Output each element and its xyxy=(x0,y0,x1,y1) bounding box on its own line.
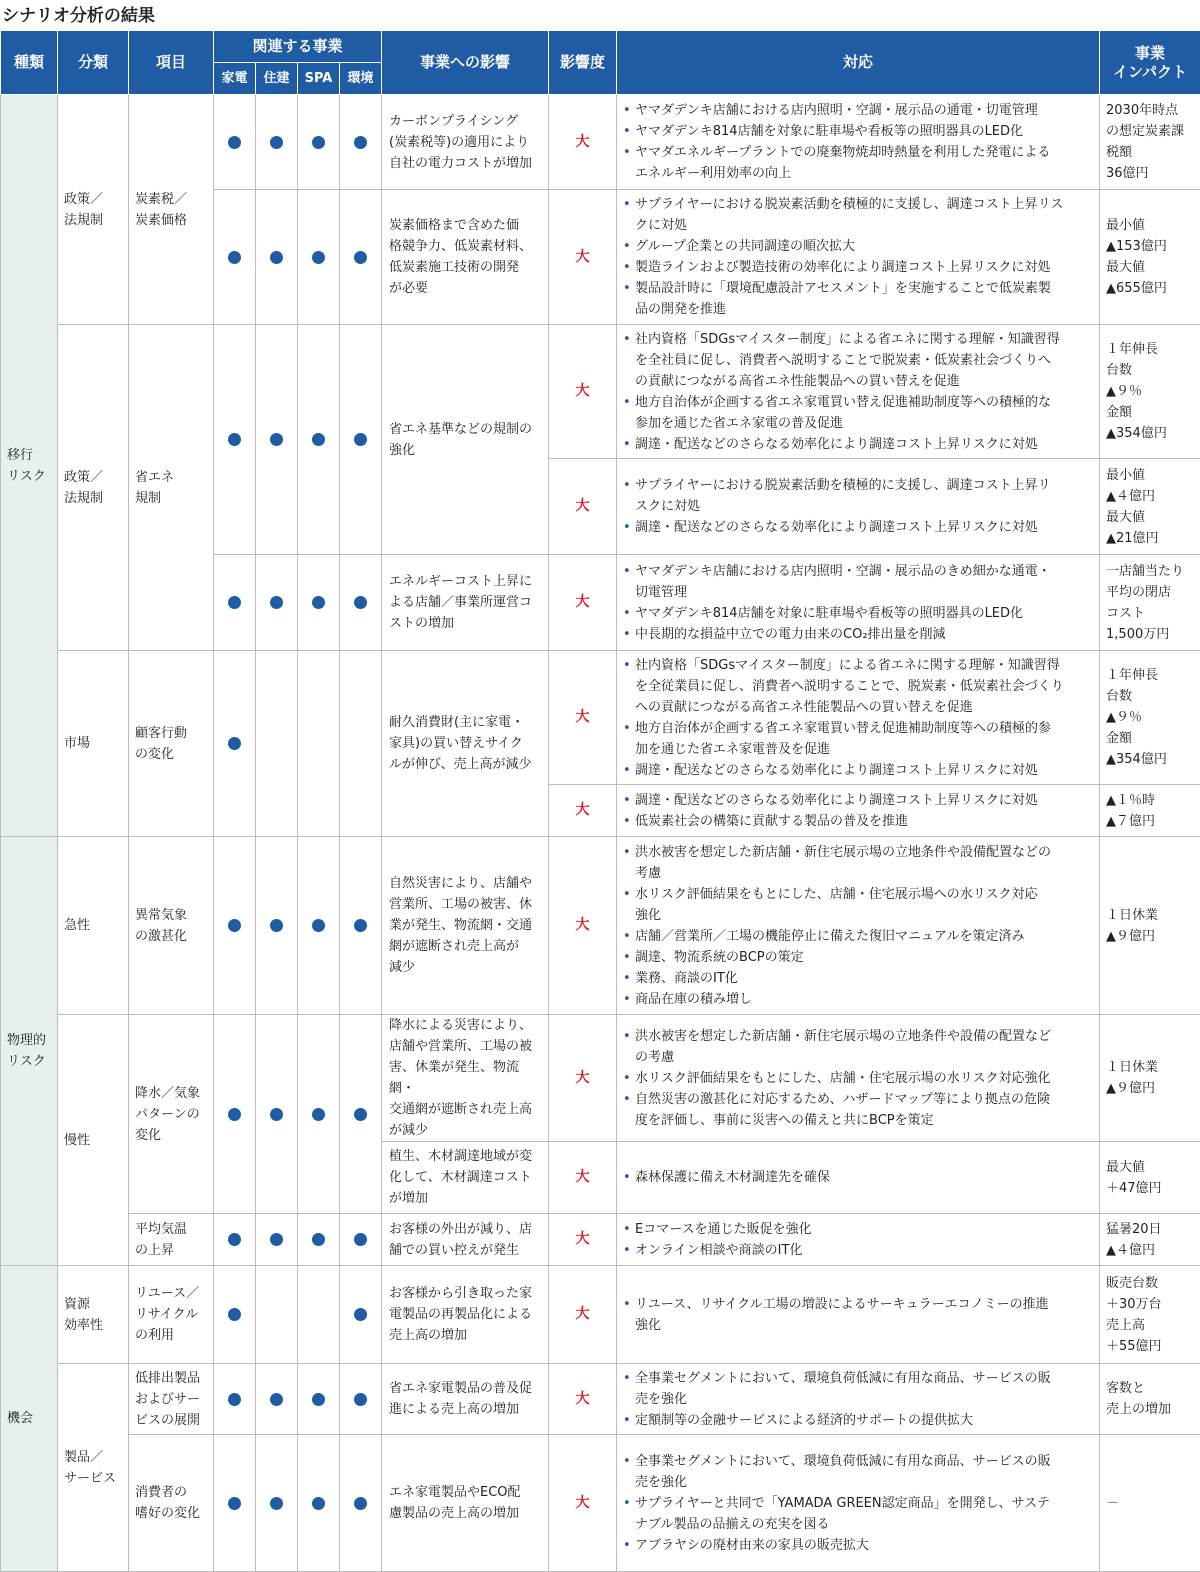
class-policy: 政策／ 法規制 xyxy=(58,325,129,651)
dot-juken xyxy=(256,555,298,651)
dot-kaden xyxy=(214,837,256,1015)
response-item: • サプライヤーにおける脱炭素活動を積極的に支援し、調達コスト上昇リ スクに対処 xyxy=(623,475,1095,517)
impact-text: 耐久消費財(主に家電・ 家具)の買い替えサイク ルが伸び、売上高が減少 xyxy=(382,651,549,837)
dot-spa xyxy=(298,555,340,651)
response-item: • 中長期的な損益中立での電力由来のCO₂排出量を削減 xyxy=(623,624,1095,645)
business-impact: 一店舗当たり 平均の閉店 コスト 1,500万円 xyxy=(1100,555,1200,651)
degree-badge: 大 xyxy=(549,1266,617,1364)
response-item: • ヤマダエネルギープラントでの廃棄物焼却時熱量を利用した発電による エネルギー利用効率の向上 xyxy=(623,142,1095,184)
item-consumer-preference: 消費者の 嗜好の変化 xyxy=(129,1435,214,1572)
response-item: • 業務、商談のIT化 xyxy=(623,968,1095,989)
business-impact: 販売台数 ＋30万台 売上高 ＋55億円 xyxy=(1100,1266,1200,1364)
table-row xyxy=(1,1214,1200,1266)
impact-text: 省エネ基準などの規制の 強化 xyxy=(382,325,549,555)
business-impact: 最小値 ▲４億円 最大値 ▲21億円 xyxy=(1100,459,1200,555)
response-item: • 水リスク評価結果をもとにした、店舗・住宅展示場の水リスク対応強化 xyxy=(623,1068,1095,1089)
header-class: 分類 xyxy=(58,31,129,95)
dot-kaden xyxy=(214,325,256,555)
response-item: • 全事業セグメントにおいて、環境負荷低減に有用な商品、サービスの販 売を強化 xyxy=(623,1451,1095,1493)
response-list xyxy=(617,785,1100,837)
dot-kaden xyxy=(214,1266,256,1364)
dot-spa-empty xyxy=(298,1266,340,1364)
dot-kaden xyxy=(214,190,256,325)
item-reuse-recycle: リユース／ リサイクル の利用 xyxy=(129,1266,214,1364)
dot-spa xyxy=(298,837,340,1015)
dot-kankyo xyxy=(340,555,382,651)
response-list xyxy=(617,1266,1100,1364)
response-item: • リユース、リサイクル工場の増設によるサーキュラーエコノミーの推進 強化 xyxy=(623,1294,1095,1336)
dot-spa-empty xyxy=(298,651,340,837)
degree-badge: 大 xyxy=(549,1435,617,1572)
response-item: • 調達・配送などのさらなる効率化により調達コスト上昇リスクに対処 xyxy=(623,760,1095,781)
category-physical-risk: 物理的 リスク xyxy=(1,837,58,1266)
item-precipitation: 降水／気象 パターンの 変化 xyxy=(129,1015,214,1214)
dot-juken xyxy=(256,325,298,555)
dot-spa xyxy=(298,1364,340,1435)
header-type: 種類 xyxy=(1,31,58,95)
response-list xyxy=(617,459,1100,555)
header-biz-juken: 住建 xyxy=(256,63,298,95)
degree-badge: 大 xyxy=(549,837,617,1015)
response-item: • 調達・配送などのさらなる効率化により調達コスト上昇リスクに対処 xyxy=(623,790,1095,811)
response-list xyxy=(617,1214,1100,1266)
response-item: • 製造ラインおよび製造技術の効率化により調達コスト上昇リスクに対処 xyxy=(623,257,1095,278)
impact-text: 降水による災害により、 店舗や営業所、工場の被 害、休業が発生、物流網・ 交通網が遮断され売上高 が減少 xyxy=(382,1015,549,1142)
response-item: • 社内資格「SDGsマイスター制度」による省エネに関する理解・知識習得 を全従業員に促し、消費者へ説明することで、脱炭素・低炭素社会づくり への貢献につながる高省エネ性能製品への買い替えを促進 xyxy=(623,655,1095,718)
table-row xyxy=(1,1364,1200,1435)
degree-badge: 大 xyxy=(549,190,617,325)
header-item: 項目 xyxy=(129,31,214,95)
response-item: • 調達・配送などのさらなる効率化により調達コスト上昇リスクに対処 xyxy=(623,434,1095,455)
response-item: • 定額制等の金融サービスによる経済的サポートの提供拡大 xyxy=(623,1410,1095,1431)
response-item: • 低炭素社会の構築に貢献する製品の普及を推進 xyxy=(623,811,1095,832)
response-list xyxy=(617,555,1100,651)
dot-juken xyxy=(256,1364,298,1435)
table-row xyxy=(1,1266,1200,1364)
item-low-emission: 低排出製品 およびサー ビスの展開 xyxy=(129,1364,214,1435)
dot-kaden xyxy=(214,95,256,190)
business-impact: 最小値 ▲153億円 最大値 ▲655億円 xyxy=(1100,190,1200,325)
dot-spa xyxy=(298,190,340,325)
dot-kankyo xyxy=(340,1435,382,1572)
business-impact: １年伸長 台数 ▲９％ 金額 ▲354億円 xyxy=(1100,651,1200,785)
business-impact: １日休業 ▲９億円 xyxy=(1100,1015,1200,1142)
dot-juken-empty xyxy=(256,651,298,837)
item-energy-regulation: 省エネ 規制 xyxy=(129,325,214,651)
item-temperature: 平均気温 の上昇 xyxy=(129,1214,214,1266)
item-carbon-tax: 炭素税／ 炭素価格 xyxy=(129,95,214,325)
dot-spa xyxy=(298,95,340,190)
dot-kankyo xyxy=(340,325,382,555)
response-item: • ヤマダデンキ店舗における店内照明・空調・展示品の通電・切電管理 xyxy=(623,100,1095,121)
dot-spa xyxy=(298,1015,340,1214)
response-item: • 社内資格「SDGsマイスター制度」による省エネに関する理解・知識習得 を全社員に促し、消費者へ説明することで脱炭素・低炭素社会づくりへ の貢献につながる高省エネ性能製品への買い替えを促進 xyxy=(623,329,1095,392)
response-list xyxy=(617,1364,1100,1435)
header-biz-kankyo: 環境 xyxy=(340,63,382,95)
degree-badge: 大 xyxy=(549,1015,617,1142)
category-transition-risk: 移行 リスク xyxy=(1,95,58,837)
dot-juken xyxy=(256,837,298,1015)
header-biz-kaden: 家電 xyxy=(214,63,256,95)
degree-badge: 大 xyxy=(549,1214,617,1266)
dot-kaden xyxy=(214,651,256,837)
response-list xyxy=(617,325,1100,459)
class-acute: 急性 xyxy=(58,837,129,1015)
dot-kankyo xyxy=(340,190,382,325)
dot-kaden xyxy=(214,1214,256,1266)
item-extreme-weather: 異常気象 の激甚化 xyxy=(129,837,214,1015)
response-item: • グループ企業との共同調達の順次拡大 xyxy=(623,236,1095,257)
response-list xyxy=(617,1015,1100,1142)
dot-juken xyxy=(256,1015,298,1214)
dot-kaden xyxy=(214,1015,256,1214)
response-item: • 製品設計時に「環境配慮設計アセスメント」を実施することで低炭素製 品の開発を推進 xyxy=(623,278,1095,320)
impact-text: 植生、木材調達地域が変 化して、木材調達コスト が増加 xyxy=(382,1142,549,1214)
degree-badge: 大 xyxy=(549,325,617,459)
business-impact: 猛暑20日 ▲４億円 xyxy=(1100,1214,1200,1266)
table-row xyxy=(1,1435,1200,1572)
response-item: • 洪水被害を想定した新店舗・新住宅展示場の立地条件や設備配置などの 考慮 xyxy=(623,842,1095,884)
dot-kaden xyxy=(214,555,256,651)
dot-kankyo xyxy=(340,95,382,190)
response-item: • ヤマダデンキ814店舗を対象に駐車場や看板等の照明器具のLED化 xyxy=(623,603,1095,624)
dot-juken-empty xyxy=(256,1266,298,1364)
response-list xyxy=(617,1435,1100,1572)
response-list xyxy=(617,1142,1100,1214)
dot-spa xyxy=(298,1214,340,1266)
item-customer-behavior: 顧客行動 の変化 xyxy=(129,651,214,837)
impact-text: お客様の外出が減り、店 舗での買い控えが発生 xyxy=(382,1214,549,1266)
page-title: シナリオ分析の結果 xyxy=(2,4,155,28)
response-item: • 商品在庫の積み増し xyxy=(623,989,1095,1010)
scenario-analysis-table xyxy=(0,30,1200,1572)
business-impact: ▲１％時 ▲７億円 xyxy=(1100,785,1200,837)
degree-badge: 大 xyxy=(549,1364,617,1435)
response-item: • アブラヤシの廃材由来の家具の販売拡大 xyxy=(623,1535,1095,1556)
response-item: • 全事業セグメントにおいて、環境負荷低減に有用な商品、サービスの販 売を強化 xyxy=(623,1368,1095,1410)
dot-juken xyxy=(256,190,298,325)
header-biz-impact: 事業 インパクト xyxy=(1100,31,1200,95)
table-row xyxy=(1,325,1200,459)
dot-kankyo xyxy=(340,1015,382,1214)
response-item: • 店舗／営業所／工場の機能停止に備えた復旧マニュアルを策定済み xyxy=(623,926,1095,947)
degree-badge: 大 xyxy=(549,785,617,837)
header-related: 関連する事業 xyxy=(214,31,382,63)
dot-juken xyxy=(256,1435,298,1572)
impact-text: カーボンプライシング (炭素税等)の適用により 自社の電力コストが増加 xyxy=(382,95,549,190)
business-impact: － xyxy=(1100,1435,1200,1572)
table-row xyxy=(1,1015,1200,1142)
business-impact: 最大値 ＋47億円 xyxy=(1100,1142,1200,1214)
degree-badge: 大 xyxy=(549,1142,617,1214)
response-item: • 自然災害の激甚化に対応するため、ハザードマップ等により拠点の危険 度を評価し、事前に災害への備えと共にBCPを策定 xyxy=(623,1089,1095,1131)
dot-kankyo-empty xyxy=(340,651,382,837)
response-item: • ヤマダデンキ814店舗を対象に駐車場や看板等の照明器具のLED化 xyxy=(623,121,1095,142)
response-item: • 森林保護に備え木材調達先を確保 xyxy=(623,1167,1095,1188)
response-item: • 水リスク評価結果をもとにした、店舗・住宅展示場への水リスク対応 強化 xyxy=(623,884,1095,926)
response-item: • オンライン相談や商談のIT化 xyxy=(623,1240,1095,1261)
class-market: 市場 xyxy=(58,651,129,837)
degree-badge: 大 xyxy=(549,555,617,651)
impact-text: 炭素価格まで含めた価 格競争力、低炭素材料、 低炭素施工技術の開発 が必要 xyxy=(382,190,549,325)
header-response: 対応 xyxy=(617,31,1100,95)
class-chronic: 慢性 xyxy=(58,1015,129,1266)
class-product-service: 製品／ サービス xyxy=(58,1364,129,1572)
impact-text: エネルギーコスト上昇に よる店舗／事業所運営コ ストの増加 xyxy=(382,555,549,651)
response-item: • Eコマースを通じた販促を強化 xyxy=(623,1219,1095,1240)
impact-text: エネ家電製品やECO配 慮製品の売上高の増加 xyxy=(382,1435,549,1572)
class-policy: 政策／ 法規制 xyxy=(58,95,129,325)
header-biz-spa: SPA xyxy=(298,63,340,95)
business-impact: 2030年時点 の想定炭素課 税額 36億円 xyxy=(1100,95,1200,190)
response-list xyxy=(617,651,1100,785)
dot-kankyo xyxy=(340,1266,382,1364)
business-impact: １日休業 ▲９億円 xyxy=(1100,837,1200,1015)
degree-badge: 大 xyxy=(549,459,617,555)
response-item: • 洪水被害を想定した新店舗・新住宅展示場の立地条件や設備の配置など の考慮 xyxy=(623,1026,1095,1068)
table-row xyxy=(1,651,1200,785)
response-item: • サプライヤーにおける脱炭素活動を積極的に支援し、調達コスト上昇リス クに対処 xyxy=(623,194,1095,236)
response-item: • 調達、物流系統のBCPの策定 xyxy=(623,947,1095,968)
degree-badge: 大 xyxy=(549,651,617,785)
class-resource-efficiency: 資源 効率性 xyxy=(58,1266,129,1364)
dot-kankyo xyxy=(340,1364,382,1435)
dot-juken xyxy=(256,95,298,190)
dot-spa xyxy=(298,325,340,555)
response-item: • サプライヤーと共同で「YAMADA GREEN認定商品」を開発し、サステ ナブル製品の品揃えの充実を図る xyxy=(623,1493,1095,1535)
header-impact: 事業への影響 xyxy=(382,31,549,95)
impact-text: 自然災害により、店舗や 営業所、工場の被害、休 業が発生、物流網・交通 網が遮断され売上高が 減少 xyxy=(382,837,549,1015)
business-impact: 客数と 売上の増加 xyxy=(1100,1364,1200,1435)
dot-juken xyxy=(256,1214,298,1266)
response-list xyxy=(617,837,1100,1015)
dot-kankyo xyxy=(340,1214,382,1266)
business-impact: １年伸長 台数 ▲９％ 金額 ▲354億円 xyxy=(1100,325,1200,459)
table-row xyxy=(1,837,1200,1015)
response-item: • ヤマダデンキ店舗における店内照明・空調・展示品のきめ細かな通電・ 切電管理 xyxy=(623,561,1095,603)
table-row xyxy=(1,95,1200,190)
dot-kaden xyxy=(214,1435,256,1572)
response-item: • 調達・配送などのさらなる効率化により調達コスト上昇リスクに対処 xyxy=(623,517,1095,538)
degree-badge: 大 xyxy=(549,95,617,190)
response-list xyxy=(617,95,1100,190)
impact-text: 省エネ家電製品の普及促 進による売上高の増加 xyxy=(382,1364,549,1435)
response-item: • 地方自治体が企画する省エネ家電買い替え促進補助制度等への積極的参 加を通じた省エネ家電普及を促進 xyxy=(623,718,1095,760)
category-opportunity: 機会 xyxy=(1,1266,58,1572)
response-item: • 地方自治体が企画する省エネ家電買い替え促進補助制度等への積極的な 参加を通じた省エネ家電の普及促進 xyxy=(623,392,1095,434)
response-list xyxy=(617,190,1100,325)
dot-kankyo xyxy=(340,837,382,1015)
impact-text: お客様から引き取った家 電製品の再製品化による 売上高の増加 xyxy=(382,1266,549,1364)
dot-kaden xyxy=(214,1364,256,1435)
header-degree: 影響度 xyxy=(549,31,617,95)
dot-spa xyxy=(298,1435,340,1572)
